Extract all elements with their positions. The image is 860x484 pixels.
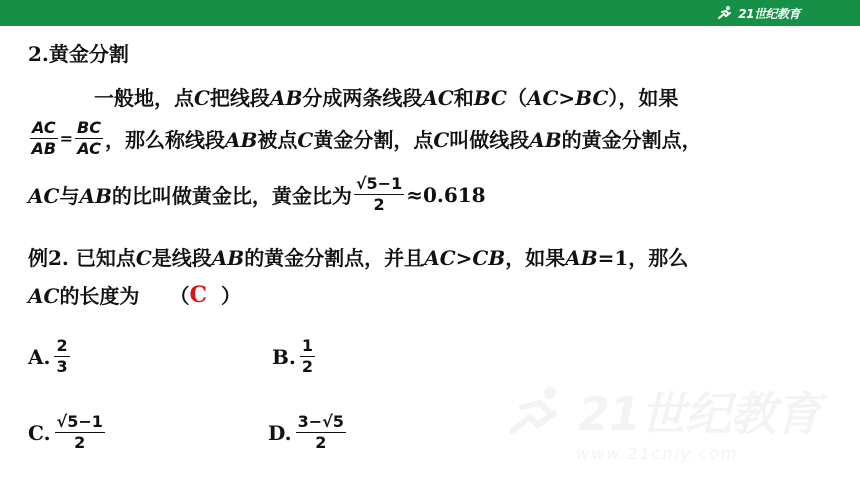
fraction-denominator: 2 xyxy=(301,357,314,376)
fraction-bc-ac xyxy=(75,120,103,157)
fraction-numerator: 1 xyxy=(301,336,314,355)
definition-line1-run: 分成两条线段 xyxy=(302,86,423,110)
definition-line2-run: 被点 xyxy=(257,128,298,152)
option-c[interactable] xyxy=(28,414,107,451)
definition-line-3 xyxy=(28,176,486,213)
definition-line1-run: BC xyxy=(473,86,507,110)
watermark-text: 21世纪教育 xyxy=(577,387,820,441)
definition-line2-run: C xyxy=(297,128,314,152)
definition-line1-run: （ xyxy=(506,86,527,110)
option-label: D. xyxy=(268,420,292,445)
definition-line2-run: C xyxy=(433,128,450,152)
option-fraction xyxy=(54,338,69,375)
fraction-numerator: 3−√5 xyxy=(297,412,344,431)
section-title: 2.黄金分割 xyxy=(28,42,129,66)
definition-line1-run: ），如果 xyxy=(608,86,679,110)
definition-line1-run: 一般地，点 xyxy=(94,86,194,110)
fraction-numerator: √5−1 xyxy=(56,412,103,431)
paren-open: （ xyxy=(169,284,190,308)
definition-line2-run: AB xyxy=(224,128,258,152)
fraction-denominator: 2 xyxy=(373,195,385,214)
watermark-url: www.21cnjy.com xyxy=(575,444,739,463)
definition-line-2-text xyxy=(105,124,702,153)
definition-line1-run: 把线段 xyxy=(209,86,270,110)
runner-watermark-icon xyxy=(506,385,570,437)
definition-line2-run: AB xyxy=(529,128,562,152)
example-line1-run: 的黄金分割点，并且 xyxy=(244,246,425,270)
example-line1-run: ，如果 xyxy=(505,246,566,270)
runner-icon xyxy=(716,5,734,21)
fraction-denominator: AB xyxy=(31,139,57,158)
option-label: B. xyxy=(272,344,296,369)
example-line1-run: C xyxy=(135,246,152,270)
fraction-numerator: BC xyxy=(77,118,101,137)
paren-close: ） xyxy=(220,284,241,308)
definition-line3-run: 与 xyxy=(59,184,80,208)
option-b[interactable] xyxy=(272,338,317,375)
option-d[interactable] xyxy=(268,414,348,451)
fraction-ac-ab xyxy=(30,120,58,157)
definition-line2-run: ，那么称线段 xyxy=(104,128,225,152)
example-line2-run: 的长度为 xyxy=(59,284,140,308)
fraction-denominator: AC xyxy=(77,139,101,158)
fraction-numerator: 2 xyxy=(56,336,68,355)
example-line1-run: AB xyxy=(211,246,245,270)
example-line2-run: AC xyxy=(28,284,60,308)
definition-line2-run: 的黄金分割点， xyxy=(561,128,702,152)
definition-line1-run: 和 xyxy=(453,86,474,110)
definition-line1-run: C xyxy=(194,86,210,110)
golden-ratio-fraction xyxy=(354,176,404,213)
example-line1-run: 例2. 已知点 xyxy=(28,246,136,270)
golden-ratio-approx: ≈0.618 xyxy=(406,182,486,207)
brand-logo xyxy=(716,4,800,22)
example-line1-run: 是线段 xyxy=(151,246,212,270)
definition-line2-run: 叫做线段 xyxy=(449,128,530,152)
definition-line3-run: AB xyxy=(79,184,112,208)
fraction-denominator: 3 xyxy=(56,357,68,376)
example-line-1 xyxy=(28,242,688,271)
definition-line3-run: AC xyxy=(28,184,60,208)
definition-line1-run: AC>BC xyxy=(526,86,609,110)
fraction-numerator: AC xyxy=(32,118,56,137)
option-fraction xyxy=(300,338,315,375)
header-bar xyxy=(0,0,860,26)
definition-line-1 xyxy=(94,82,678,111)
definition-line-2 xyxy=(28,120,702,157)
definition-line1-run: AC xyxy=(422,86,454,110)
example-line-2 xyxy=(28,280,241,309)
definition-line3-run: 的比叫做黄金比，黄金比为 xyxy=(111,184,352,208)
option-a[interactable] xyxy=(28,338,72,375)
example-line1-run: =1，那么 xyxy=(597,246,689,270)
fraction-numerator: √5−1 xyxy=(355,174,403,193)
example-line1-run: AB xyxy=(565,246,598,270)
option-label: C. xyxy=(28,420,51,445)
answer-choice: C xyxy=(189,281,207,308)
option-label: A. xyxy=(28,344,51,369)
definition-line2-run: 黄金分割，点 xyxy=(313,128,434,152)
equals-sign: = xyxy=(59,129,74,148)
example-line1-run: AC>CB xyxy=(424,246,506,270)
fraction-denominator: 2 xyxy=(74,433,86,452)
watermark xyxy=(506,378,820,463)
option-fraction xyxy=(296,414,346,451)
option-fraction xyxy=(55,414,105,451)
example-line-2-text xyxy=(28,280,139,309)
fraction-denominator: 2 xyxy=(315,433,327,452)
brand-logo-text: 21世纪教育 xyxy=(738,6,800,21)
definition-line-3-text xyxy=(28,180,352,209)
definition-line1-run: AB xyxy=(269,86,303,110)
